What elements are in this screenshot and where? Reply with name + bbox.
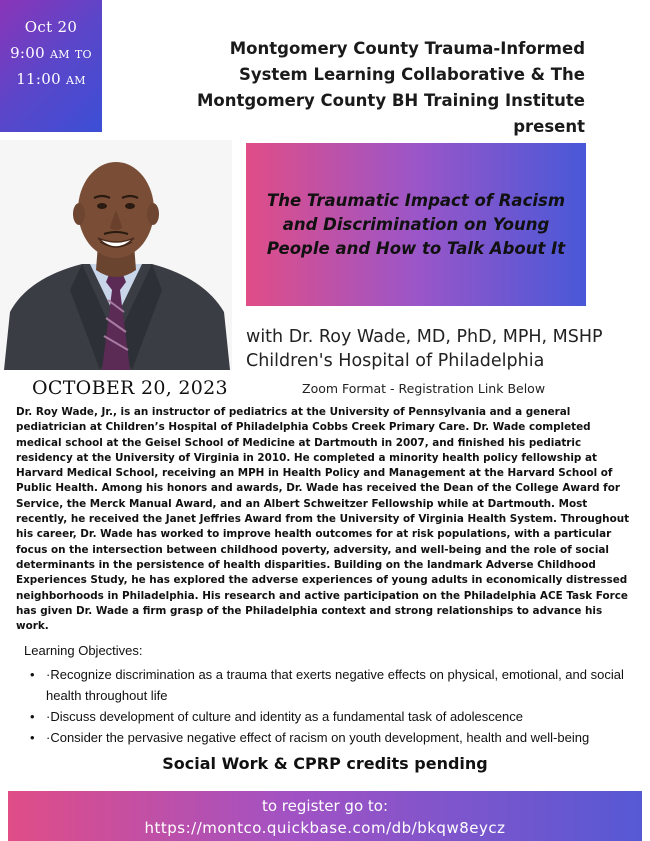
date-badge-end-time: 11:00 am (16, 70, 86, 88)
speaker-portrait-icon (0, 140, 232, 370)
event-title: The Traumatic Impact of Racism and Discrimination on Young People and How to Talk About It (266, 190, 566, 258)
credits-notice: Social Work & CPRP credits pending (162, 754, 488, 773)
event-title-banner (246, 143, 586, 306)
learning-objective-item: • ·Recognize discrimination as a trauma that exerts negative effects on physical, emotional, and social health throughout life (28, 664, 628, 706)
event-format: Zoom Format - Registration Link Below (302, 381, 546, 396)
speaker-name: with Dr. Roy Wade, MD, PhD, MPH, MSHP (246, 327, 603, 347)
host-line: Montgomery County Trauma-Informed (229, 39, 585, 58)
learning-objective-item: • ·Consider the pervasive negative effect of racism on youth development, health and well-being (28, 727, 628, 748)
host-line: present (513, 117, 585, 136)
host-line: Montgomery County BH Training Institute (196, 91, 585, 110)
speaker-affiliation: Children's Hospital of Philadelphia (246, 351, 545, 371)
speaker-portrait (0, 140, 232, 370)
host-line: System Learning Collaborative & The (238, 65, 585, 84)
learning-objectives-heading: Learning Objectives: (24, 643, 143, 658)
registration-link[interactable]: https://montco.quickbase.com/db/bkqw8eycz (144, 819, 506, 837)
registration-prompt: to register go to: (261, 797, 389, 815)
date-badge (0, 0, 102, 132)
event-date: OCTOBER 20, 2023 (32, 377, 228, 399)
presenting-organizations (130, 36, 585, 140)
date-badge-start-time: 9:00 am to (10, 44, 92, 62)
registration-banner (8, 791, 642, 841)
learning-objectives-list (28, 664, 628, 748)
speaker-biography: Dr. Roy Wade, Jr., is an instructor of pediatrics at the University of Pennsylvania and a general pediatrician at Children’s Hospital of Philadelphia Cobbs Creek Primary Care. Dr. Wade completed medical school at the Geisel School of Medicine at Dartmouth in 2007, and finished his pediatric residency at the University of Virginia in 2010. He completed a minority health policy fellowship at Harvard Medical School, receiving an MPH in Health Policy and Management at the Harvard School of Public Health. Among his honors and awards, Dr. Wade has received the Dean of the College Award for Service, the Merck Manual Award, and an Albert Schweitzer Fellowship while at Dartmouth. Most recently, he received the Janet Jeffries Award from the University of Virginia Health System. Throughout his career, Dr. Wade has worked to improve health outcomes for at risk populations, with a particular focus on the intersection between childhood poverty, adversity, and well-being and the role of social determinants in the persistence of health disparities. Building on the landmark Adverse Childhood Experiences Study, he has explored the adverse experiences of young adults in economically distressed neighborhoods in Philadelphia. His research and active participation on the Philadelphia ACE Task Force has given Dr. Wade a firm grasp of the Philadelphia context and strong relationships to advance his work. (16, 406, 630, 633)
speaker-info (246, 325, 641, 373)
learning-objective-item: • ·Discuss development of culture and identity as a fundamental task of adolescence (28, 706, 628, 727)
date-badge-day: Oct 20 (24, 18, 78, 36)
